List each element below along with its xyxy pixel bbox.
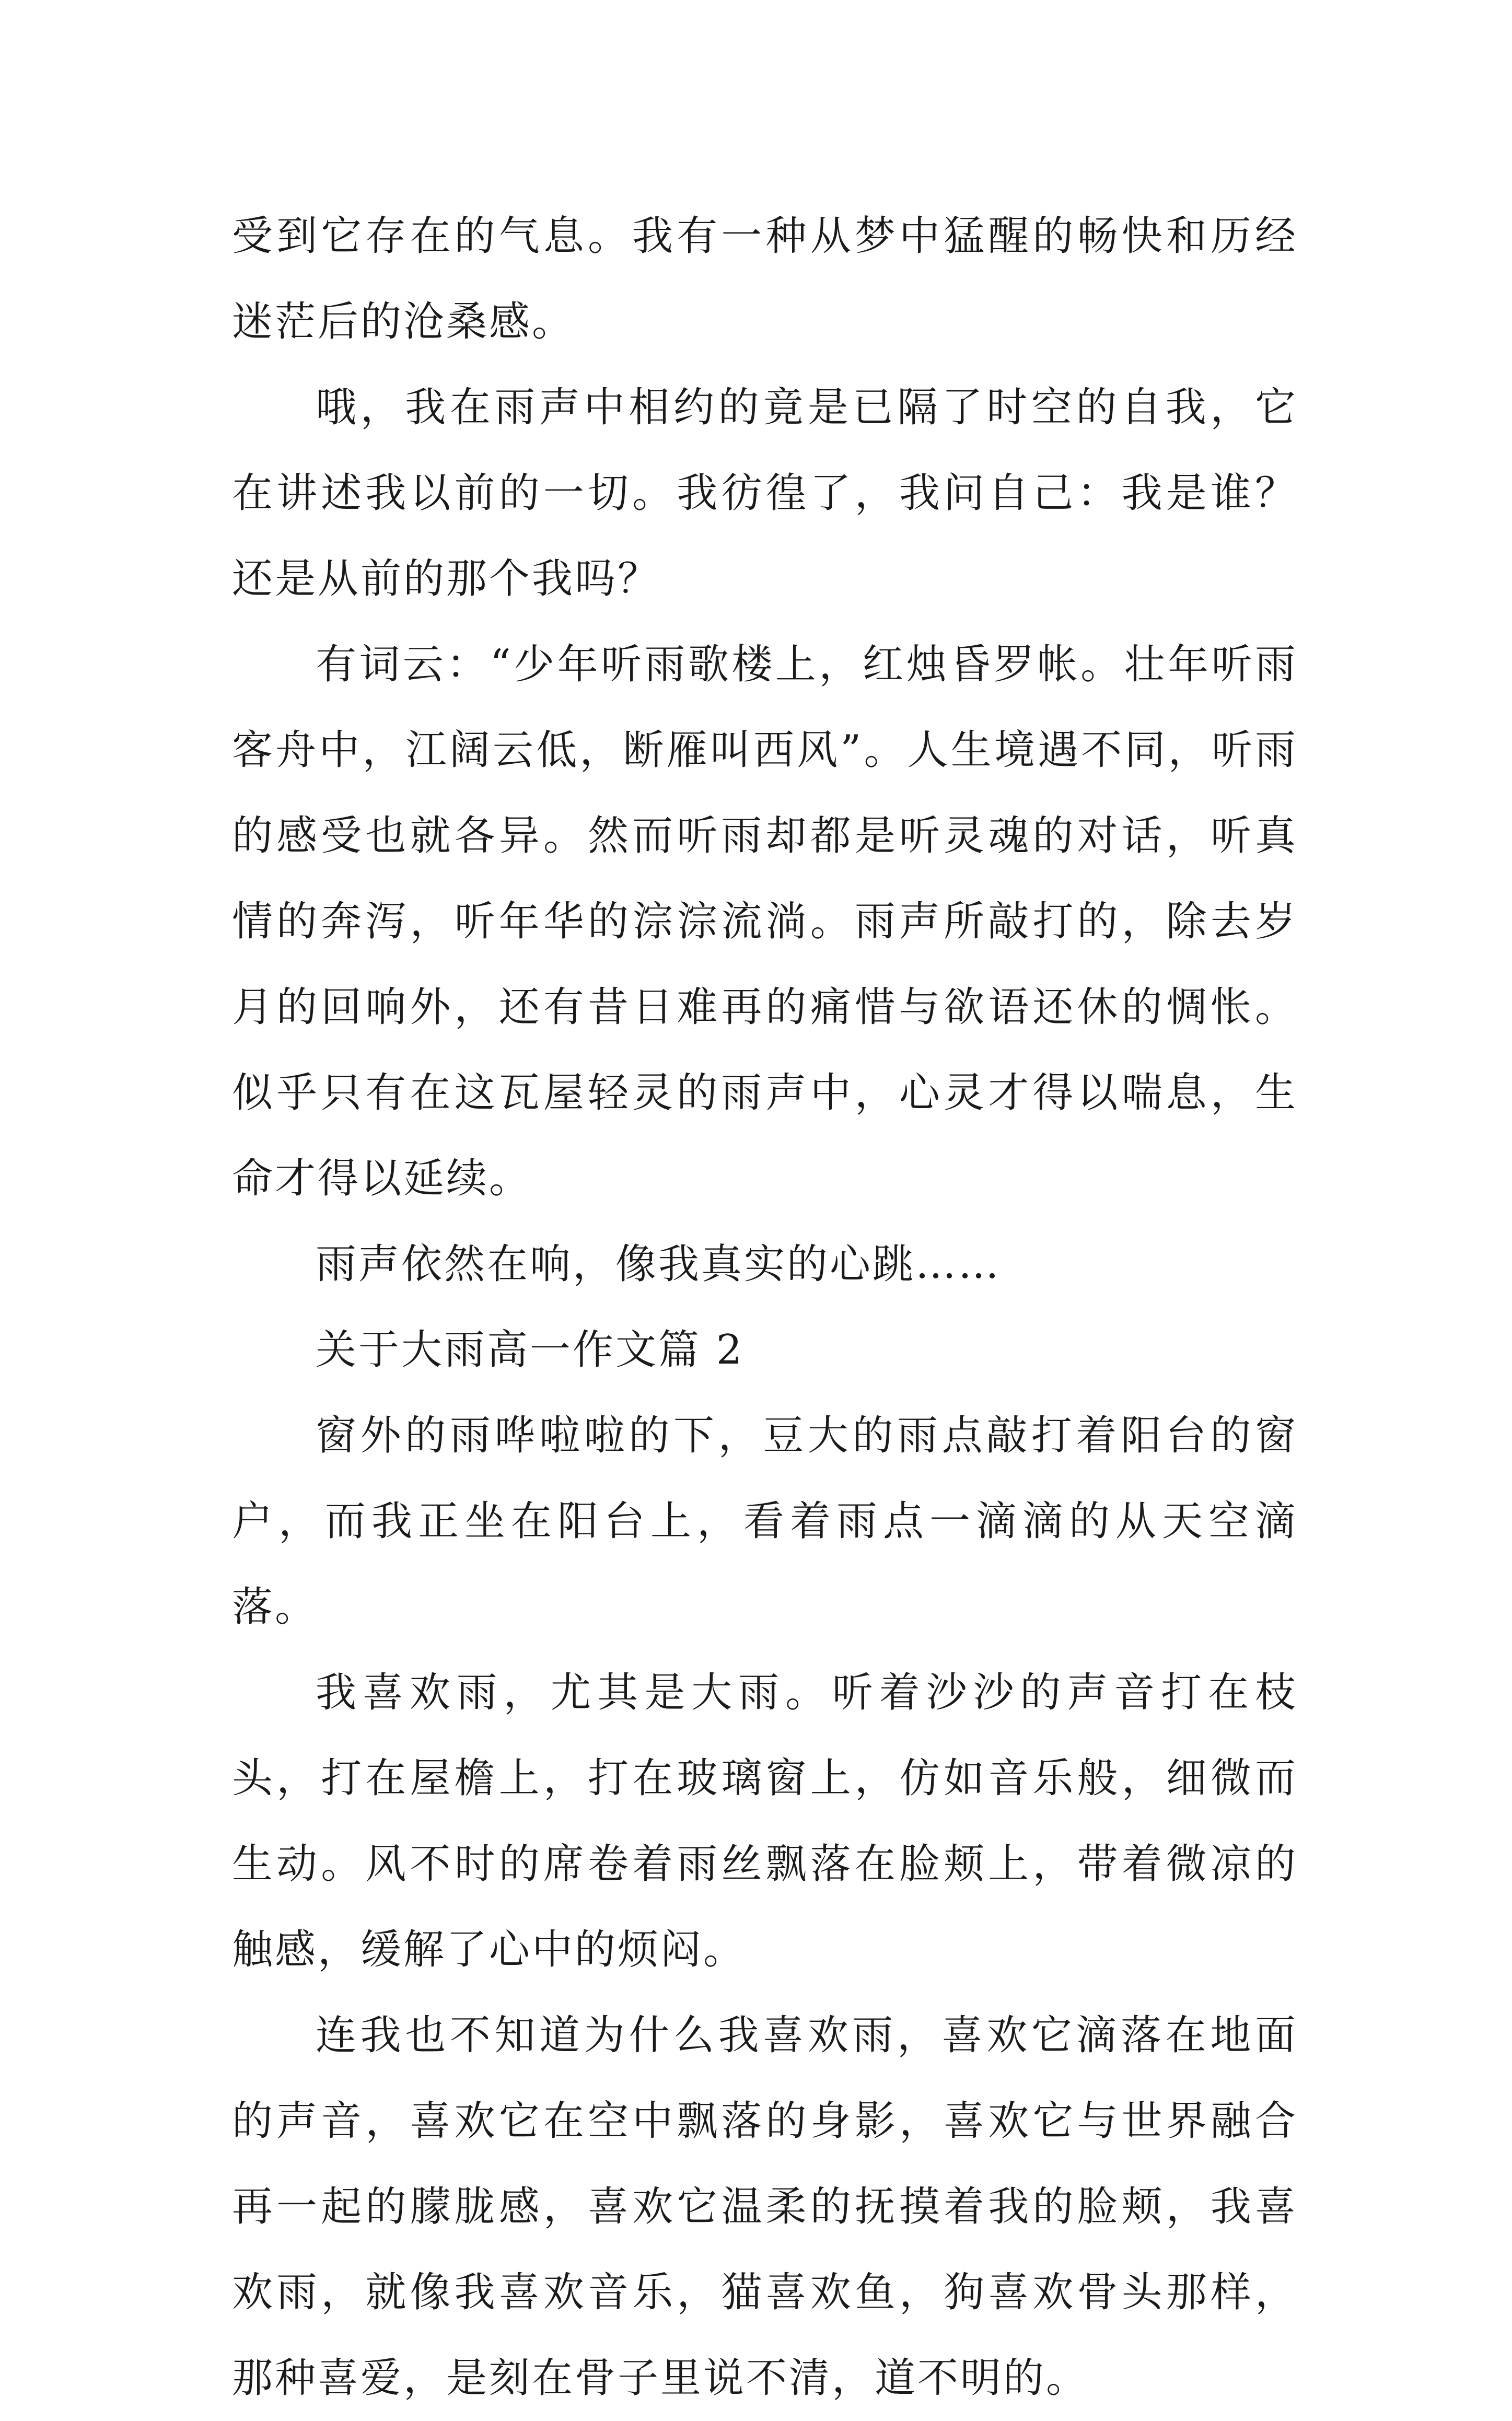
paragraph: 哦，我在雨声中相约的竟是已隔了时空的自我，它在讲述我以前的一切。我彷徨了，我问自己：我是谁？还是从前的那个我吗？ [232,384,1298,602]
document-body [232,193,1298,2421]
paragraph: 我喜欢雨，尤其是大雨。听着沙沙的声音打在枝头，打在屋檐上，打在玻璃窗上，仿如音乐般，细微而生动。风不时的席卷着雨丝飘落在脸颊上，带着微凉的触感，缓解了心中的烦闷。 [232,1669,1298,1973]
paragraph-continuation: 受到它存在的气息。我有一种从梦中猛醒的畅快和历经迷茫后的沧桑感。 [232,213,1298,345]
paragraph: 窗外的雨哗啦啦的下，豆大的雨点敲打着阳台的窗户，而我正坐在阳台上，看着雨点一滴滴的从天空滴落。 [232,1412,1298,1631]
paragraph: 连我也不知道为什么我喜欢雨，喜欢它滴落在地面的声音，喜欢它在空中飘落的身影，喜欢它与世界融合再一起的朦胧感，喜欢它温柔的抚摸着我的脸颊，我喜欢雨，就像我喜欢音乐，猫喜欢鱼，狗喜欢骨头那样，那种喜爱，是刻在骨子里说不清，道不明的。 [232,2012,1298,2402]
section-heading: 关于大雨高一作文篇 2 [316,1326,745,1374]
paragraph: 雨声依然在响，像我真实的心跳…… [316,1241,1002,1288]
paragraph: 有词云：“少年听雨歌楼上，红烛昏罗帐。壮年听雨客舟中，江阔云低，断雁叫西风”。人生境遇不同，听雨的感受也就各异。然而听雨却都是听灵魂的对话，听真情的奔泻，听年华的淙淙流淌。雨声所敲打的，除去岁月的回响外，还有昔日难再的痛惜与欲语还休的惆怅。似乎只有在这瓦屋轻灵的雨声中，心灵才得以喘息，生命才得以延续。 [232,641,1298,1202]
